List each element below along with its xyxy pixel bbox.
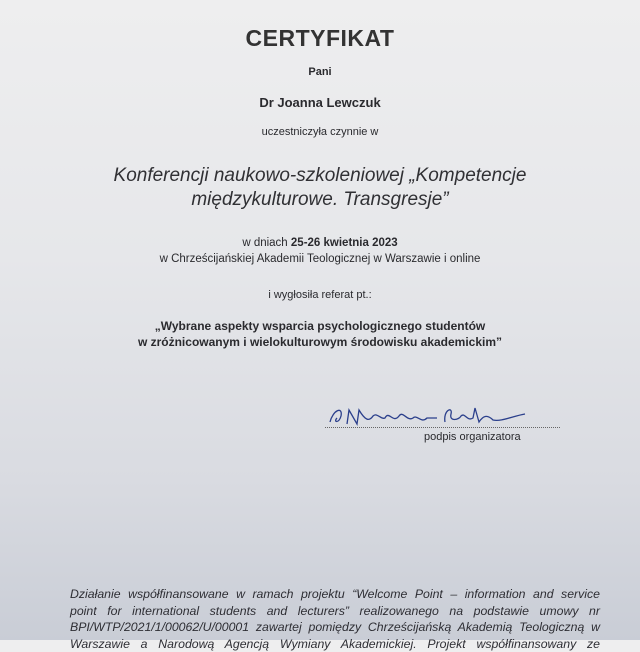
salutation: Pani [0,66,640,78]
conference-name [0,164,640,212]
event-details [0,235,640,267]
event-venue: w Chrześcijańskiej Akademii Teologicznej w Warszawie i online [0,251,640,267]
funding-line: point for international students and lecturers” realizowanego na podstawie umowy nr [70,603,600,620]
funding-line: Działanie współfinansowane w ramach projektu “Welcome Point – information and service [70,586,600,603]
talk-line-2: w zróżnicowanym i wielokulturowym środowisku akademickim” [0,334,640,350]
funding-line: BPI/WTP/2021/1/00062/U/00001 zawartej pomiędzy Chrześcijańską Akademią Teologiczną w [70,619,600,636]
talk-title [0,318,640,350]
event-dates: 25-26 kwietnia 2023 [291,237,398,249]
conference-line-1: Konferencji naukowo-szkoleniowej „Kompetencje [0,164,640,188]
recipient-name: Dr Joanna Lewczuk [0,95,640,110]
funding-line: Warszawie a Narodową Agencją Wymiany Akademickiej. Projekt współfinansowany ze [70,636,600,652]
conference-line-2: międzykulturowe. Transgresje” [0,188,640,212]
presented-text: i wygłosiła referat pt.: [0,289,640,301]
funding-note [70,586,600,652]
organizer-signature [325,400,535,430]
dates-prefix: w dniach [242,237,291,249]
certificate-title: CERTYFIKAT [0,25,640,52]
signature-label: podpis organizatora [424,431,521,443]
participation-text: uczestniczyła czynnie w [0,126,640,138]
talk-line-1: „Wybrane aspekty wsparcia psychologicznego studentów [0,318,640,334]
signature-line [325,427,560,428]
